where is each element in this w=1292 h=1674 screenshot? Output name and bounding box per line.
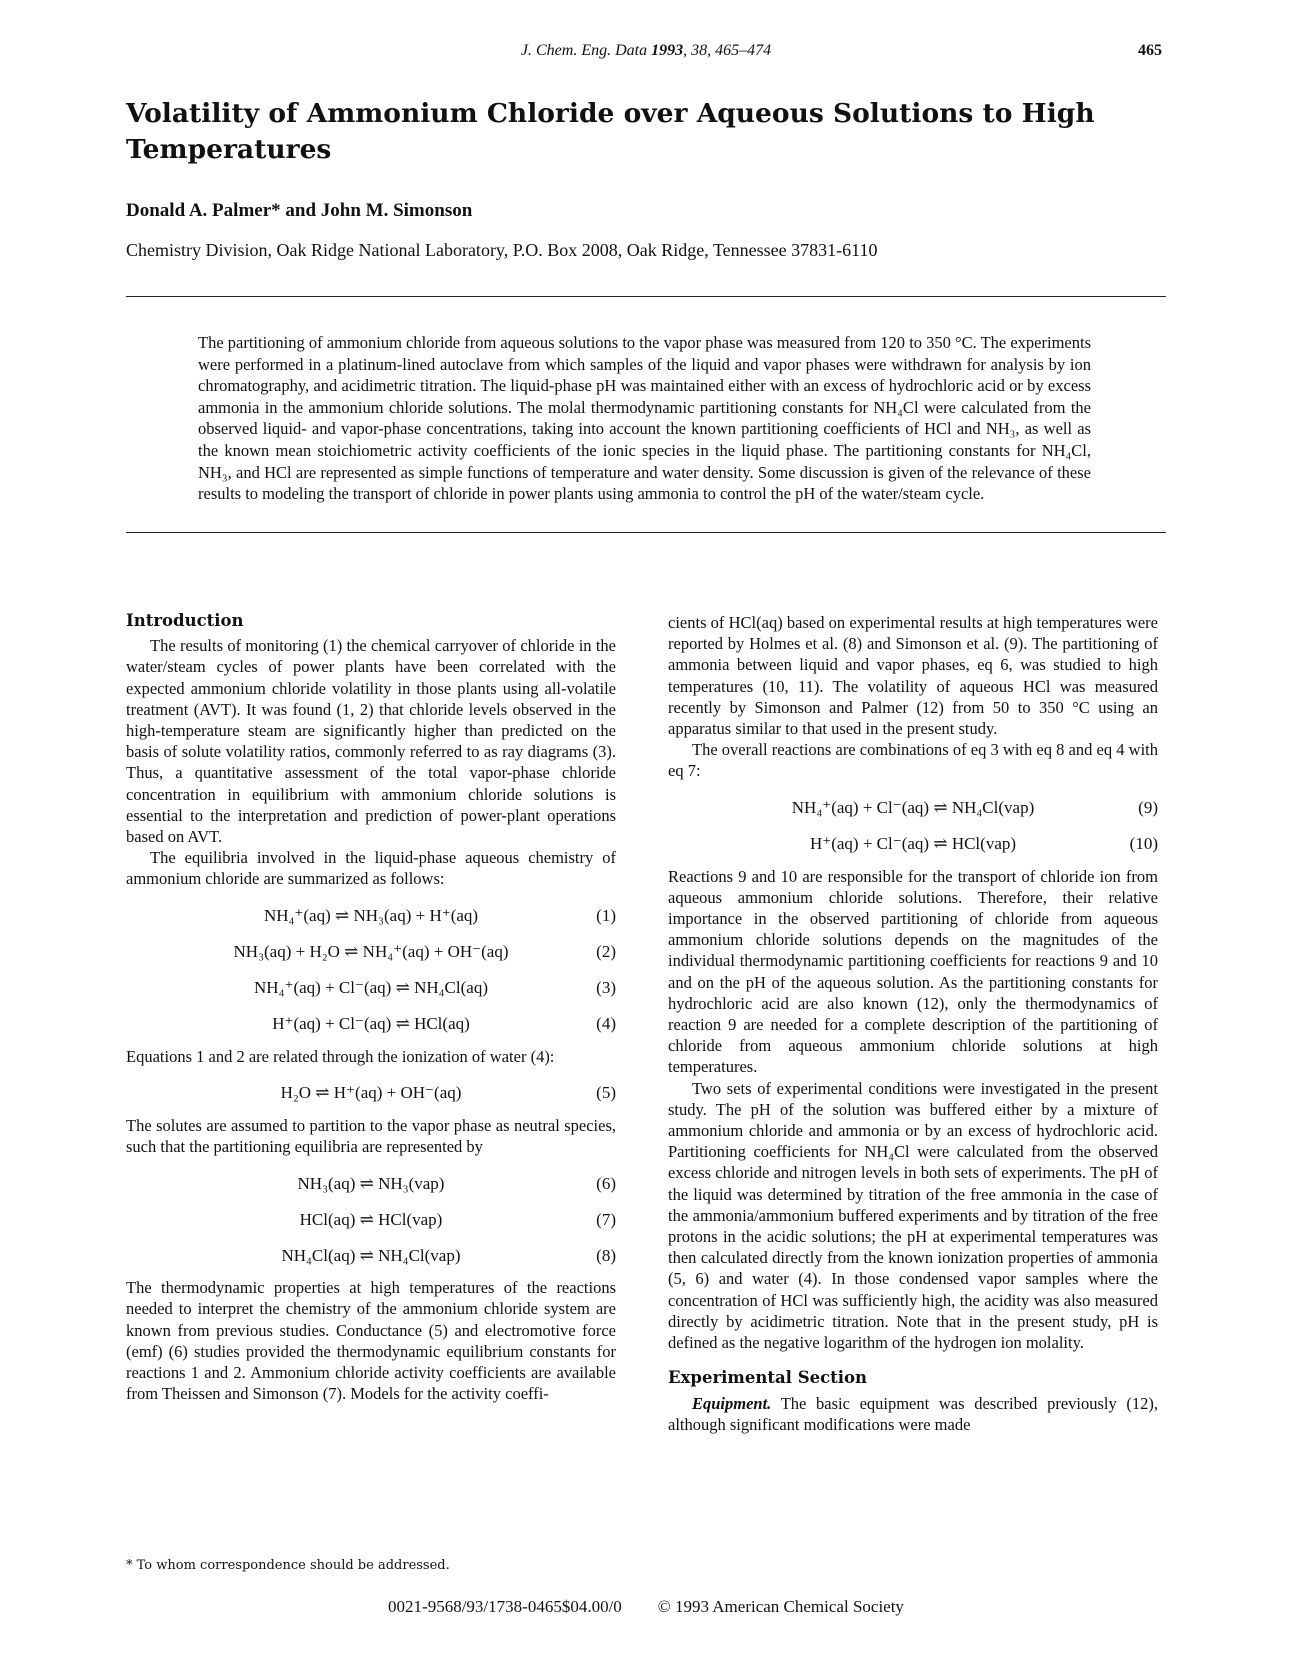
equation-text: NH₄Cl(aq) ⇌ NH₄Cl(vap) xyxy=(281,1245,461,1265)
equation-text: NH₄⁺(aq) + Cl⁻(aq) ⇌ NH₄Cl(aq) xyxy=(254,978,488,998)
equation-6 xyxy=(126,1165,616,1201)
paragraph xyxy=(668,1393,1158,1435)
paragraph: The overall reactions are combinations of eq 3 with eq 8 and eq 4 with eq 7: xyxy=(668,740,1158,781)
equation-text: H⁺(aq) + Cl⁻(aq) ⇌ HCl(aq) xyxy=(272,1014,470,1034)
journal-volume: 38 xyxy=(691,42,708,59)
footer xyxy=(0,1597,1292,1617)
equation-2 xyxy=(126,934,616,970)
paragraph: cients of HCl(aq) based on experimental results at high temperatures were reported by Holmes et al. (8) and Simonson et al. (9). The partitioning of ammonia between liquid and vapor phases, eq 6, was studied to high temperatures (10, 11). The volatility of aqueous HCl was measured recently by Simonson and Palmer (12) from 50 to 350 °C using an apparatus similar to that used in the present study. xyxy=(668,613,1158,739)
abstract-top-rule xyxy=(126,296,1166,297)
equation-10 xyxy=(668,826,1158,862)
equation-3 xyxy=(126,970,616,1006)
left-column xyxy=(126,610,616,1404)
paragraph: The solutes are assumed to partition to the vapor phase as neutral species, such that the partitioning equilibria are represented by xyxy=(126,1115,616,1157)
equation-text: H⁺(aq) + Cl⁻(aq) ⇌ HCl(vap) xyxy=(809,834,1017,854)
equation-4 xyxy=(126,1006,616,1042)
paragraph: The equilibria involved in the liquid-phase aqueous chemistry of ammonium chloride are summarized as follows: xyxy=(126,848,616,889)
equation-number: (2) xyxy=(596,942,616,962)
footnote: * To whom correspondence should be addressed. xyxy=(126,1558,450,1573)
equation-number: (4) xyxy=(596,1014,616,1034)
paragraph: Equations 1 and 2 are related through the ionization of water (4): xyxy=(126,1046,555,1066)
equation-1 xyxy=(126,898,616,934)
equation-number: (1) xyxy=(596,906,616,926)
equation-text: NH₃(aq) ⇌ NH₃(vap) xyxy=(297,1173,445,1193)
equation-number: (8) xyxy=(596,1245,616,1265)
equation-number: (5) xyxy=(596,1083,616,1103)
equation-7 xyxy=(126,1201,616,1237)
experimental-heading: Experimental Section xyxy=(668,1368,868,1388)
abstract: The partitioning of ammonium chloride from aqueous solutions to the vapor phase was measured from 120 to 350 °C. The experiments were performed in a platinum-lined autoclave from which samples of the liquid and vapor phases were withdrawn for analysis by ion chromatography, and acidimetric titration. The liquid-phase pH was maintained either with an excess of hydrochloric acid or by excess ammonia in the ammonium chloride solutions. The molal thermodynamic partitioning constants for NH₄Cl were calculated from the observed liquid- and vapor-phase concentrations, taking into account the known partitioning coefficients of HCl and NH₃, as well as the known mean stoichiometric activity coefficients of the ionic species in the liquid phase. The partitioning constants for NH₄Cl, NH₃, and HCl are represented as simple functions of temperature and water density. Some discussion is given of the relevance of these results to modeling the transport of chloride in power plants using ammonia to control the pH of the water/steam cycle. xyxy=(198,333,1091,504)
equation-number: (3) xyxy=(596,978,616,998)
equation-text: NH₄⁺(aq) + Cl⁻(aq) ⇌ NH₄Cl(vap) xyxy=(791,798,1035,818)
paragraph: Two sets of experimental conditions were investigated in the present study. The pH of the solution was buffered either by a mixture of ammonium chloride and ammonia or by an excess of hydrochloric acid. Partitioning coefficients for NH₄Cl were calculated from the observed excess chloride and nitrogen levels in both sets of experiments. The pH of the liquid was determined by titration of the free ammonia in the case of the ammonia/ammonium buffered experiments and by titration of the free protons in the acidic solutions; the pH at experimental temperatures was then calculated directly from the known ionization properties of ammonia (5, 6) and water (4). In those condensed vapor samples where the concentration of HCl was sufficiently high, the acidity was also measured directly by acidimetric titration. Note that in the present study, pH is defined as the negative logarithm of the hydrogen ion molality. xyxy=(668,1078,1158,1353)
journal-name: J. Chem. Eng. Data xyxy=(520,42,648,59)
running-head: J. Chem. Eng. Data 1993, 38, 465–474 xyxy=(520,42,772,59)
equation-number: (9) xyxy=(1138,798,1158,818)
equation-text: H₂O ⇌ H⁺(aq) + OH⁻(aq) xyxy=(280,1083,462,1103)
equation-text: HCl(aq) ⇌ HCl(vap) xyxy=(299,1209,443,1229)
paragraph: The thermodynamic properties at high temperatures of the reactions needed to interpret the chemistry of the ammonium chloride system are known from previous studies. Conductance (5) and electromotive force (emf) (6) studies provided the thermodynamic equilibrium constants for reactions 1 and 2. Ammonium chloride activity coefficients are available from Theissen and Simonson (7). Models for the activity coeffi- xyxy=(126,1278,616,1404)
paragraph: Reactions 9 and 10 are responsible for the transport of chloride ion from aqueous ammonium chloride solutions. Therefore, their relative importance in the observed partitioning of chloride from aqueous ammonium chloride solutions depends on the magnitudes of the individual thermodynamic partitioning coefficients for reactions 9 and 10 and on the pH of the aqueous solution. As the partitioning constants for hydrochloric acid are also known (12), only the thermodynamics of reaction 9 are needed for a complete description of the partitioning of chloride from aqueous ammonium chloride solutions at high temperatures. xyxy=(668,866,1158,1077)
abstract-bottom-rule xyxy=(126,532,1166,533)
equation-number: (10) xyxy=(1129,834,1158,854)
affiliation: Chemistry Division, Oak Ridge National Laboratory, P.O. Box 2008, Oak Ridge, Tennessee 37831-6110 xyxy=(126,240,878,260)
equation-8 xyxy=(126,1237,616,1273)
authors: Donald A. Palmer* and John M. Simonson xyxy=(126,200,473,221)
article-code: 0021-9568/93/1738-0465$04.00/0 xyxy=(388,1597,622,1616)
equation-text: NH₄⁺(aq) ⇌ NH₃(aq) + H⁺(aq) xyxy=(263,906,479,926)
equipment-label: Equipment. xyxy=(692,1393,772,1413)
journal-year: 1993 xyxy=(651,42,684,59)
right-column xyxy=(668,612,1158,1435)
equation-9 xyxy=(668,790,1158,826)
page-number: 465 xyxy=(1138,42,1162,59)
article-title: Volatility of Ammonium Chloride over Aqueous Solutions to High Temperatures xyxy=(126,98,1095,165)
paragraph: The results of monitoring (1) the chemical carryover of chloride in the water/steam cycles of power plants have been correlated with the expected ammonium chloride volatility in those plants using all-volatile treatment (AVT). It was found (1, 2) that chloride levels observed in the high-temperature steam are significantly higher than predicted on the basis of solute volatility ratios, commonly referred to as ray diagrams (3). Thus, a quantitative assessment of the total vapor-phase chloride concentration in equilibrium with ammonium chloride solutions is essential to the interpretation and prediction of power-plant operations based on AVT. xyxy=(126,636,616,847)
equation-number: (6) xyxy=(596,1173,616,1193)
journal-pages: 465–474 xyxy=(715,42,772,59)
paragraph-text: The basic equipment was described previously (12), although significant modifications were made xyxy=(668,1393,1159,1434)
introduction-heading: Introduction xyxy=(126,611,244,630)
copyright: © 1993 American Chemical Society xyxy=(657,1597,904,1616)
equation-number: (7) xyxy=(596,1209,616,1229)
equation-5 xyxy=(126,1075,616,1111)
equation-text: NH₃(aq) + H₂O ⇌ NH₄⁺(aq) + OH⁻(aq) xyxy=(233,942,509,962)
